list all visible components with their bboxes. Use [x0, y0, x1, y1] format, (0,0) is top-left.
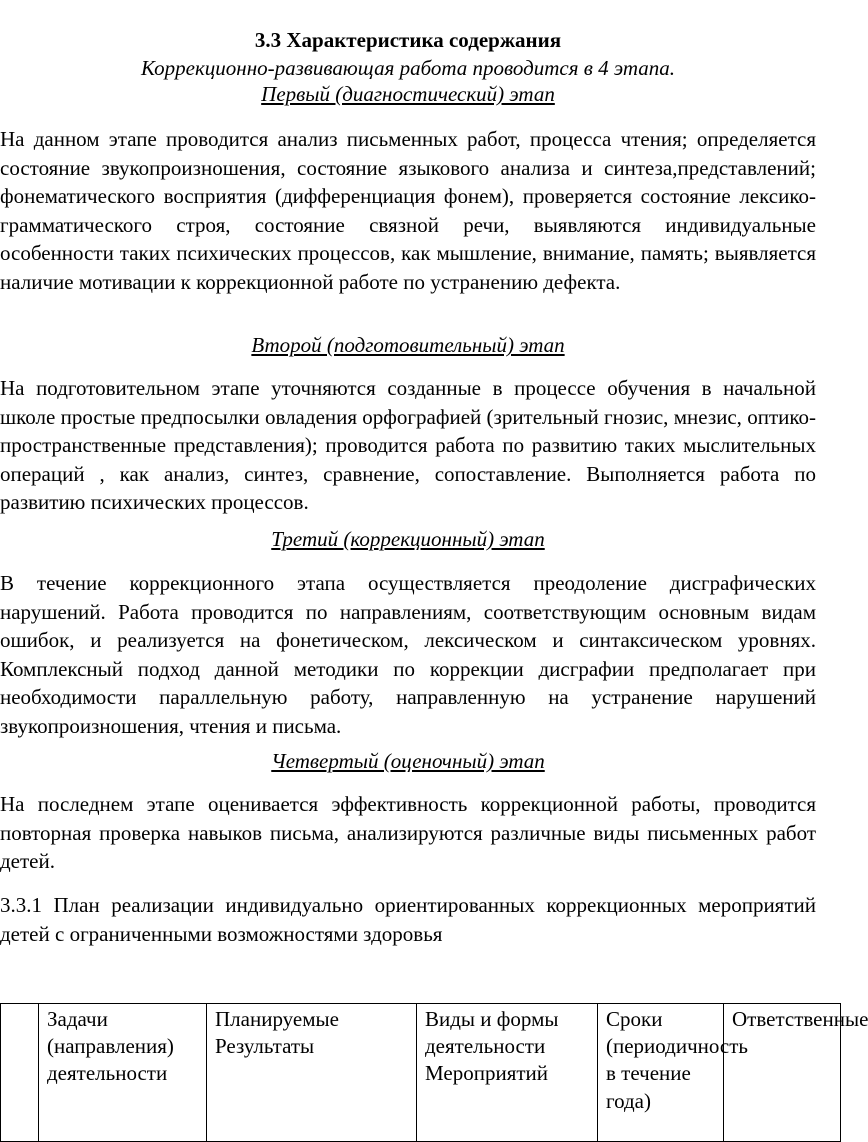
- stage-4-title: Четвертый (оценочный) этап: [271, 749, 545, 773]
- stage-1-text: На данном этапе проводится анализ письменных работ, процесса чтения; определяется состояние звукопроизношения, состояние языкового анализа и синтеза,представлений; фонематического восприятия (дифференциация фонем), проверяется состояние лексико-грамматического строя, состояние связной речи, выявляются индивидуальные особенности таких психических процессов, как мышление, внимание, память; выявляется наличие мотивации к коррекционной работе по устранению дефекта.: [0, 127, 816, 294]
- plan-table: [0, 1003, 868, 1142]
- stage-3-text: В течение коррекционного этапа осуществляется преодоление дисграфических нарушений. Работа проводится по направлениям, соответствующим основным видам ошибок, и реализуется на фонетическом, лексическом и синтаксическом уровнях. Комплексный подход данной методики по коррекции дисграфии предполагает при необходимости параллельную работу, направленную на устранение нарушений звукопроизношения, чтения и письма.: [0, 571, 816, 738]
- header-cell-activities: Виды и формы деятельности Мероприятий: [417, 1004, 598, 1142]
- header-cell-results: Планируемые Результаты: [207, 1004, 417, 1142]
- stage-4-text: На последнем этапе оценивается эффективность коррекционной работы, проводится повторная проверка навыков письма, анализируются различные виды письменных работ детей.: [0, 792, 816, 874]
- header-cell-tasks: Задачи (направления) деятельности: [39, 1004, 207, 1142]
- section-subtitle: Коррекционно-развивающая работа проводится в 4 этапа.: [140, 56, 675, 80]
- header-cell-responsible: Ответственные: [724, 1004, 841, 1142]
- plan-heading: 3.3.1 План реализации индивидуально ориентированных коррекционных мероприятий детей с ограниченными возможностями здоровья: [0, 893, 816, 946]
- stage-3-title: Третий (коррекционный) этап: [271, 527, 545, 551]
- stage-1-title: Первый (диагностический) этап: [261, 82, 555, 106]
- header-cell-timing: Сроки (периодичность в течение года): [598, 1004, 724, 1142]
- table-header-row: [1, 1004, 841, 1142]
- section-title: 3.3 Характеристика содержания: [254, 28, 562, 52]
- stage-2-text: На подготовительном этапе уточняются созданные в процессе обучения в начальной школе простые предпосылки овладения орфографией (зрительный гнозис, мнезис, оптико-пространственные представления); проводится работа по развитию таких мыслительных операций , как анализ, синтез, сравнение, сопоставление. Выполняется работа по развитию психических процессов.: [0, 376, 816, 515]
- header-cell-number: [1, 1004, 39, 1142]
- stage-2-title: Второй (подготовительный) этап: [251, 333, 565, 357]
